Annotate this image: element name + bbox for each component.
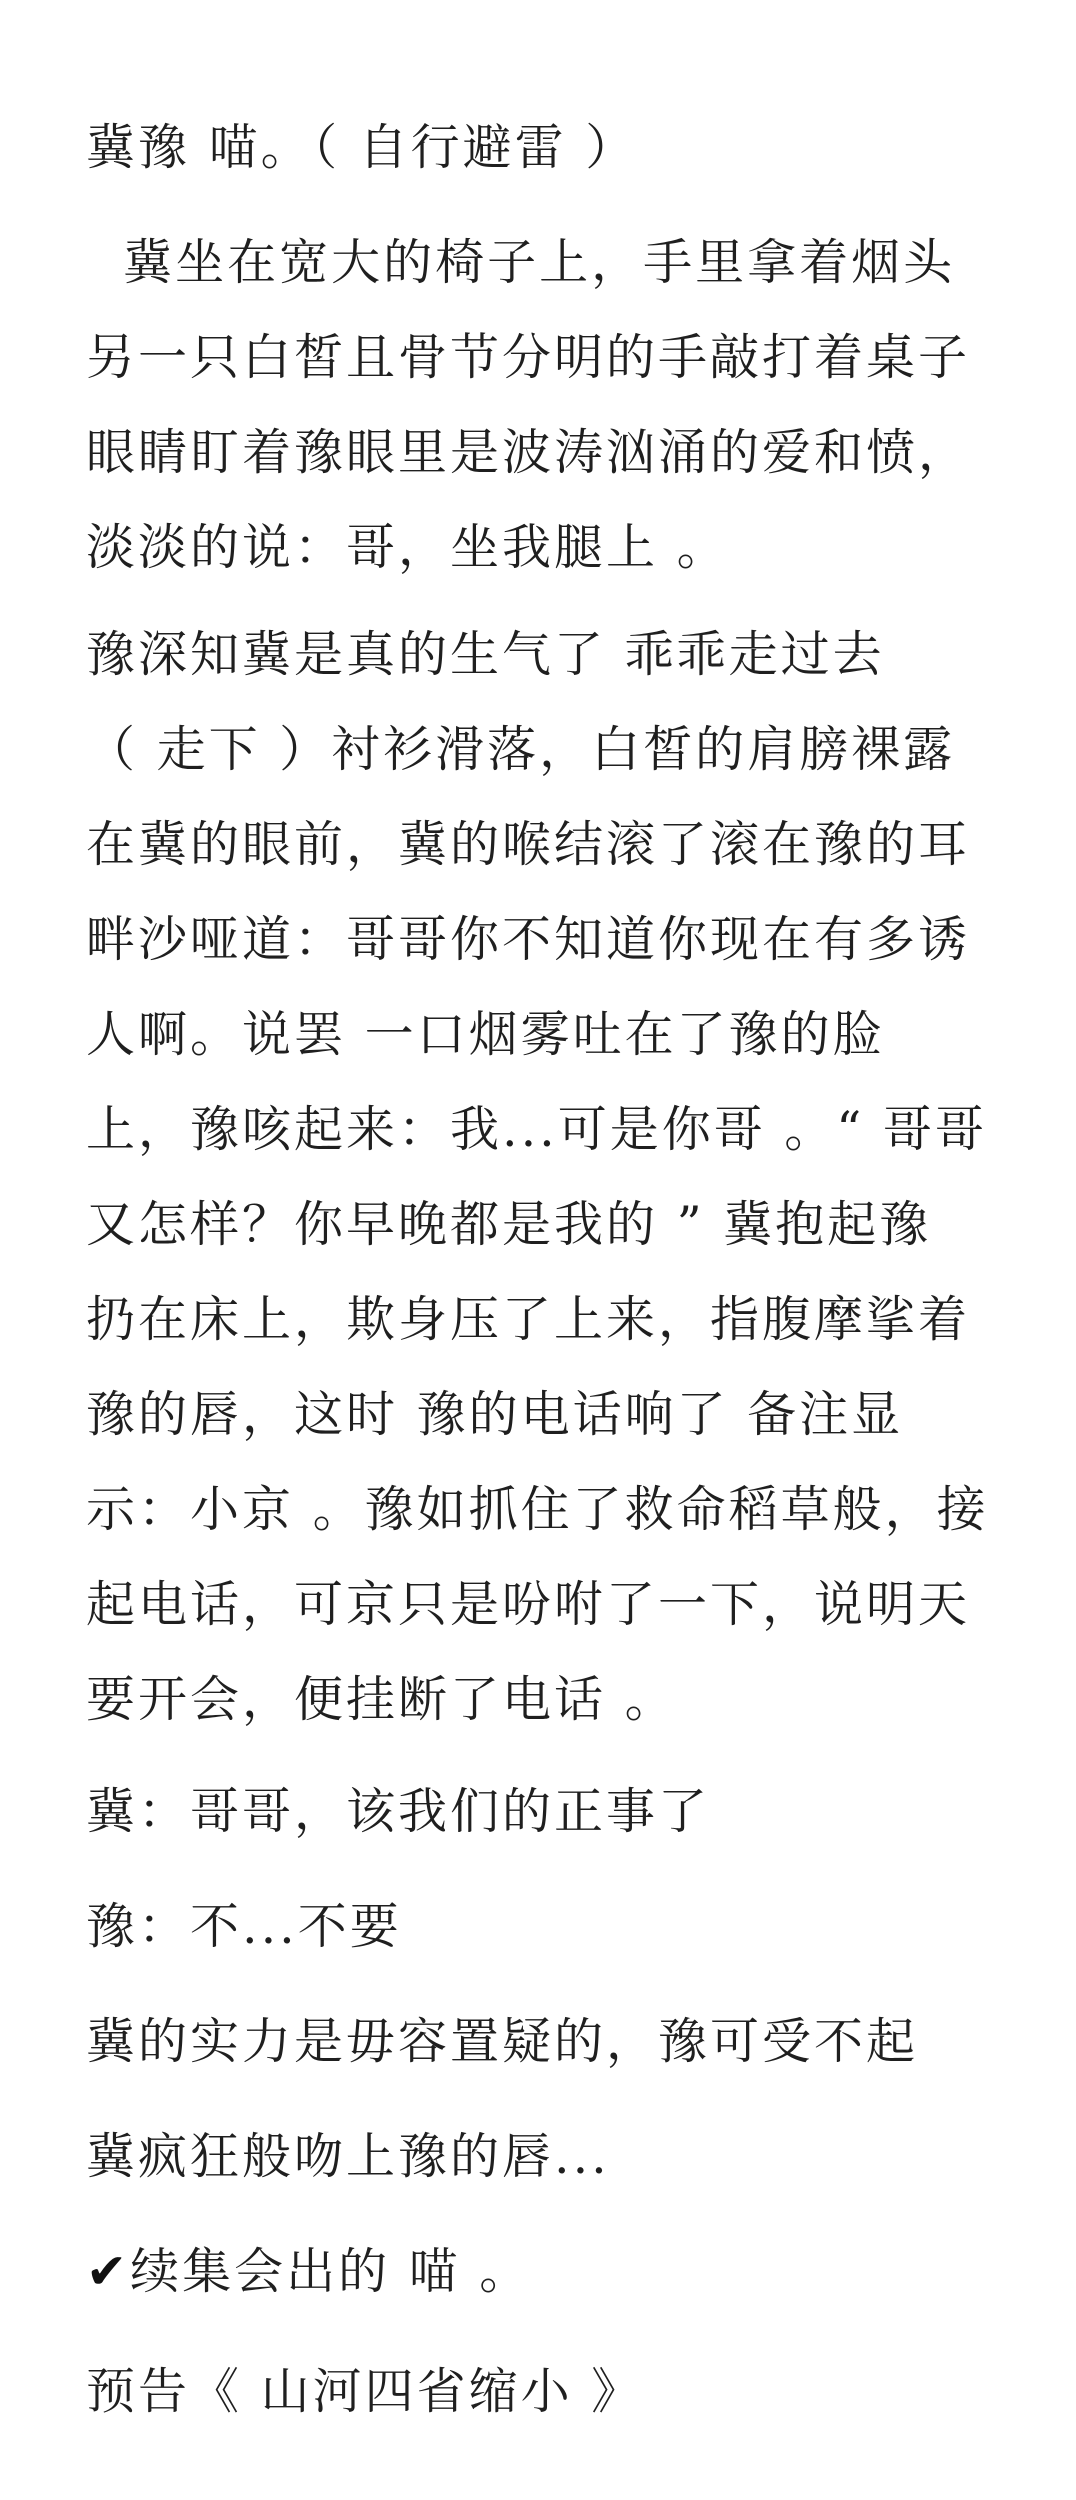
text-line: 示：小京 。豫如抓住了救命稻草般，接 — [86, 1481, 989, 1538]
text-line: 上，豫咳起来：我...可是你哥 。“ 哥哥 — [86, 1101, 987, 1158]
text-line: 淡淡的说：哥，坐我腿上 。 — [86, 519, 729, 576]
text-line: 冀：哥哥，该我们的正事了 — [86, 1783, 711, 1840]
text-line: 冀坐在宽大的椅子上，手里拿着烟头 — [86, 234, 956, 291]
text-line: 畔沙哑道：哥哥你不知道你现在有多诱 — [86, 911, 971, 968]
text-line: 要开会，便挂断了电话 。 — [86, 1671, 677, 1728]
text-line: 豫：不...不要 — [86, 1898, 402, 1955]
preview-line: 预告《 山河四省缩小 》 — [86, 2363, 644, 2420]
sequel-text: 续集会出的 喵 。 — [130, 2243, 532, 2300]
text-line: 扔在床上，欺身压了上来，指腹摩挲着 — [86, 1291, 971, 1348]
text-line: 起电话，可京只是吩咐了一下，说明天 — [86, 1576, 971, 1633]
checkmark-icon: ✔ — [86, 2243, 131, 2300]
text-line: （ 走下 ）衬衫滑落，白皙的肩膀裸露 — [86, 721, 956, 778]
text-line: 人啊。说罢 一口烟雾吐在了豫的脸 — [86, 1006, 885, 1063]
text-line: 冀疯狂般吻上豫的唇... — [86, 2128, 610, 2185]
text-line: 冀豫 喵。（ 自行避雷 ） — [86, 119, 638, 176]
text-line: 另一只白皙且骨节分明的手敲打着桌子 — [86, 329, 971, 386]
sequel-line — [86, 2242, 1006, 2302]
text-line: 豫深知冀是真的生气了 乖乖走过去 — [86, 626, 885, 683]
text-line: 豫的唇，这时 豫的电话响了 备注显 — [86, 1386, 904, 1443]
text-line: 又怎样？你早晚都是我的 ” 冀抱起豫 — [86, 1196, 932, 1253]
text-line: 眼睛盯着豫眼里是波涛汹涌的爱和愤， — [86, 424, 971, 481]
text-line: 冀的实力是毋容置疑的，豫可受不起 — [86, 2013, 919, 2070]
text-line: 在冀的眼前，冀的喉结滚了滚在豫的耳 — [86, 816, 971, 873]
